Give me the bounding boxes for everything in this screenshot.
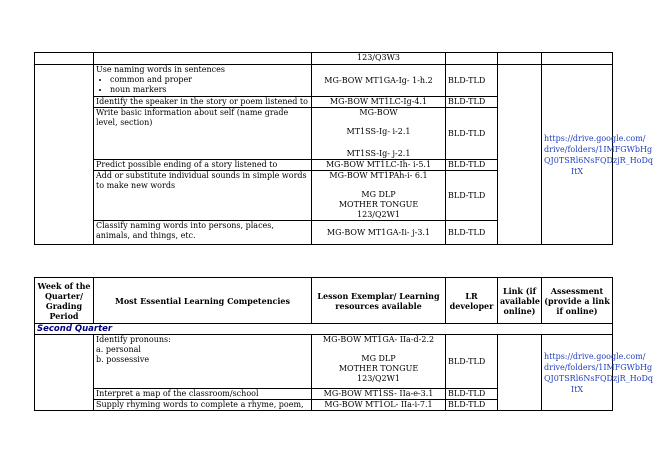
competency-cell: Write basic information about self (name grade level, section) (94, 108, 312, 160)
competency-cell: Predict possible ending of a story listened to (94, 160, 312, 171)
lesson-line: MT1SS-Ig- i-2.1 (346, 127, 411, 136)
header-competencies: Most Essential Learning Competencies (94, 278, 312, 324)
lr-cell: BLD-TLD (446, 389, 498, 400)
lesson-cell (312, 335, 446, 389)
competency-cell: Classify naming words into persons, places, animals, and things, etc. (94, 221, 312, 245)
lesson-line: 123/Q2W1 (357, 374, 400, 383)
quarter-row (35, 324, 613, 335)
link-line[interactable]: drive/folders/1IMFGWbHg (544, 362, 653, 372)
link-line[interactable]: https://drive.google.com/ (544, 351, 646, 361)
competency-cell (94, 65, 312, 97)
lesson-cell (312, 108, 446, 160)
competency-cell: Supply rhyming words to complete a rhyme, poem, (94, 400, 312, 411)
lesson-code-cell: 123/Q3W3 (312, 53, 446, 65)
cell-empty (498, 221, 542, 245)
competency-line: a. personal (96, 345, 141, 354)
cell-empty (498, 108, 542, 160)
cell-empty (542, 53, 613, 65)
link-line[interactable]: QJ0TSRl6NsFQDzjR_HoDq (544, 155, 653, 165)
header-assessment: Assessment (provide a link if online) (542, 278, 613, 324)
lr-cell: BLD-TLD (446, 97, 498, 108)
link-line[interactable]: drive/folders/1IMFGWbHg (544, 144, 653, 154)
lesson-line: MG-BOW MT1PAh-i- 6.1 (329, 171, 428, 180)
header-lr: LR developer (446, 278, 498, 324)
lesson-cell (312, 171, 446, 221)
lr-cell: BLD-TLD (446, 400, 498, 411)
competency-cell: Interpret a map of the classroom/school (94, 389, 312, 400)
cell-empty (35, 53, 94, 65)
bullet-list (96, 75, 309, 95)
competency-line: Identify pronouns: (96, 335, 171, 344)
link-line[interactable]: https://drive.google.com/ (544, 133, 646, 143)
lesson-cell: MG-BOW MT1LC-Ih- i-5.1 (312, 160, 446, 171)
drive-link[interactable] (542, 335, 653, 411)
drive-link[interactable] (542, 65, 653, 245)
cell-empty (498, 171, 542, 221)
header-lesson: Lesson Exemplar/ Learning resources available (312, 278, 446, 324)
list-item: • common and proper (110, 75, 309, 85)
week-cell (35, 335, 94, 411)
lesson-line: MOTHER TONGUE (338, 364, 419, 373)
cell-empty (498, 160, 542, 171)
header-week: Week of the Quarter/ Grading Period (35, 278, 94, 324)
lr-cell: BLD-TLD (446, 335, 498, 389)
lesson-line: MG-BOW (359, 108, 398, 117)
lesson-line: MG DLP (361, 354, 396, 363)
lesson-cell: MG-BOW MT1GA-Ii- j-3.1 (312, 221, 446, 245)
lesson-cell: MG-BOW MT1GA-Ig- 1-h.2 (312, 65, 446, 97)
lesson-cell: MG-BOW MT1LC-Ig-4.1 (312, 97, 446, 108)
lr-cell: BLD-TLD (446, 108, 498, 160)
quarter-label: Second Quarter (37, 324, 113, 334)
link-line[interactable]: ItX (570, 384, 584, 394)
competency-cell: Add or substitute individual sounds in simple words to make new words (94, 171, 312, 221)
cell-empty (446, 53, 498, 65)
cell-empty (498, 97, 542, 108)
lesson-cell: MG-BOW MT1SS- IIa-e-3.1 (312, 389, 446, 400)
week-cell (35, 65, 94, 245)
list-item: • noun markers (110, 85, 309, 95)
lr-cell: BLD-TLD (446, 160, 498, 171)
lesson-line: 123/Q2W1 (357, 210, 400, 219)
cell-empty (498, 53, 542, 65)
lesson-line: MT1SS-Ig- j-2.1 (346, 149, 411, 158)
lesson-line: MOTHER TONGUE (338, 200, 419, 209)
link-line[interactable]: ItX (570, 166, 584, 176)
link-line[interactable]: QJ0TSRl6NsFQDzjR_HoDq (544, 373, 653, 383)
competency-table-1 (34, 52, 653, 245)
lr-cell: BLD-TLD (446, 171, 498, 221)
lr-cell: BLD-TLD (446, 65, 498, 97)
cell-empty (498, 389, 542, 400)
cell-empty (498, 335, 542, 389)
cell-empty (498, 65, 542, 97)
lr-cell: BLD-TLD (446, 221, 498, 245)
cell-empty (94, 53, 312, 65)
competency-line: b. possessive (96, 355, 150, 364)
lesson-cell: MG-BOW MT1OL- IIa-i-7.1 (312, 400, 446, 411)
lesson-line: MG-BOW MT1GA- IIa-d-2.2 (322, 335, 435, 344)
cell-empty (498, 400, 542, 411)
competency-cell (94, 335, 312, 389)
competency-table-2 (34, 277, 653, 411)
header-link: Link (if available online) (498, 278, 542, 324)
lesson-line: MG DLP (361, 190, 396, 199)
competency-cell: Identify the speaker in the story or poem listened to (94, 97, 312, 108)
competency-title: Use naming words in sentences (96, 65, 225, 74)
